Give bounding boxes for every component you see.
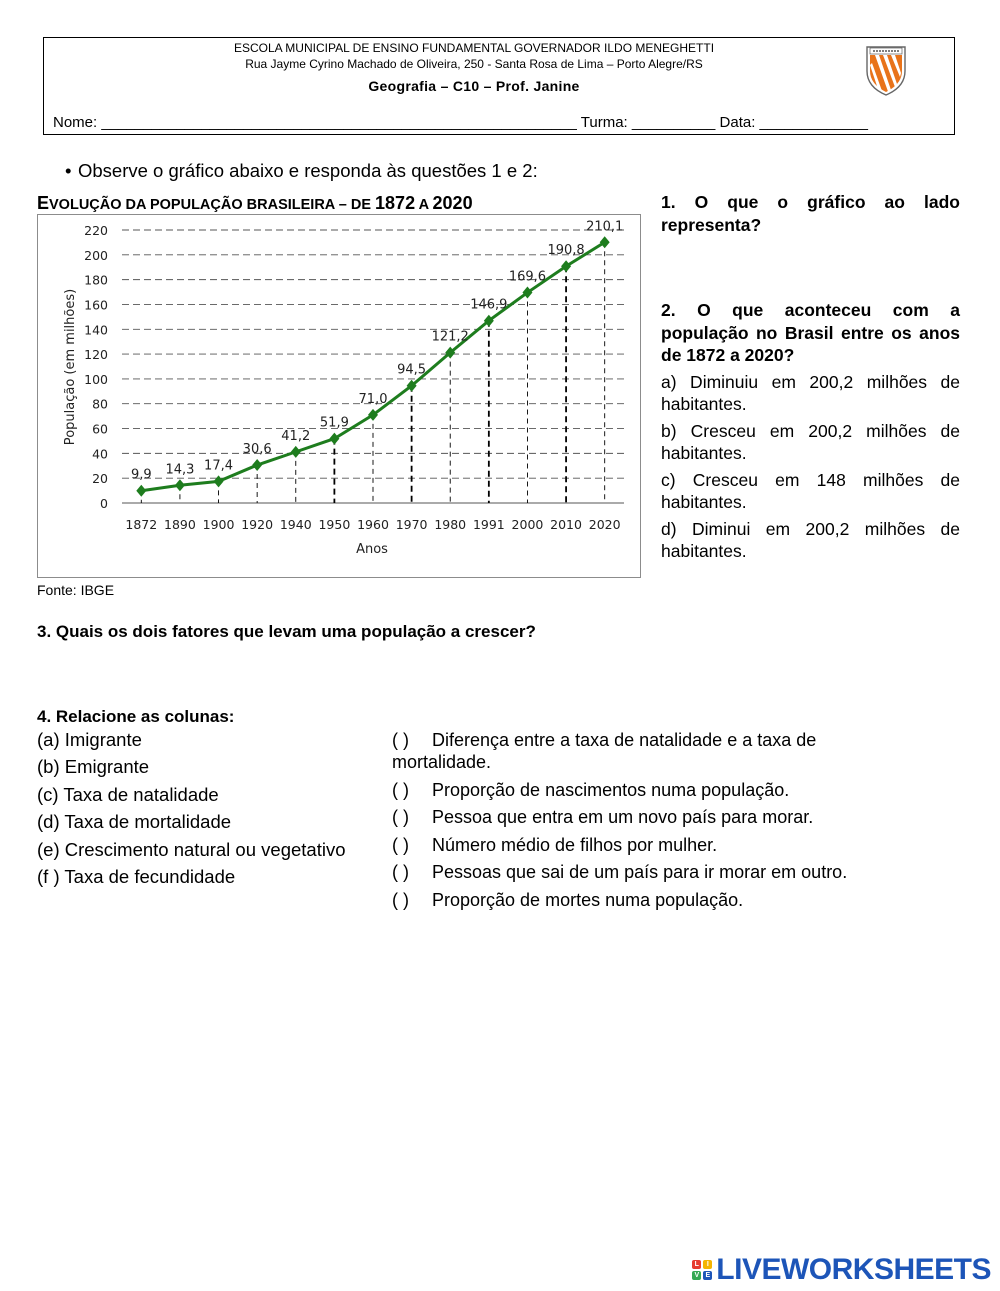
match-definition-row: ( ) Pessoa que entra em um novo país para morar. [392, 807, 814, 827]
name-field[interactable]: _________________________________________________________ [101, 114, 577, 131]
x-tick-label: 1900 [202, 517, 235, 532]
x-tick-label: 1970 [395, 517, 428, 532]
bullet-icon: • [65, 160, 72, 181]
school-name: ESCOLA MUNICIPAL DE ENSINO FUNDAMENTAL GOVERNADOR ILDO MENEGHETTI [233, 41, 715, 55]
x-tick-label: 2000 [511, 517, 544, 532]
instruction-text: Observe o gráfico abaixo e responda às questões 1 e 2: [78, 160, 538, 181]
name-label: Nome: [53, 114, 98, 131]
question-1: 1. O que o gráfico ao lado representa? [661, 192, 960, 235]
liveworksheets-brand: LIVEWORKSHEETS [716, 1253, 991, 1286]
question-2-option-a[interactable]: a) Diminuiu em 200,2 milhões de habitantes. [661, 371, 960, 414]
data-label: 51,9 [319, 415, 349, 431]
subject-title: Geografia – C10 – Prof. Janine [368, 78, 580, 94]
questions-right-column [661, 191, 960, 563]
header-box [43, 37, 955, 135]
data-label: 210,1 [586, 219, 624, 235]
data-point [252, 459, 262, 471]
student-info-line [53, 114, 868, 131]
question-2-option-d[interactable]: d) Diminui em 200,2 milhões de habitantes. [661, 518, 960, 561]
school-crest-icon [864, 41, 908, 97]
data-label: 71,0 [358, 391, 388, 407]
match-definition-row: ( ) Proporção de mortes numa população. [392, 889, 744, 910]
y-tick-label: 80 [92, 396, 108, 412]
instruction [65, 160, 538, 182]
x-tick-label: 1920 [241, 517, 274, 532]
question-4-title: 4. Relacione as colunas: [37, 707, 235, 726]
data-point [291, 446, 301, 458]
match-term-b: (b) Emigrante [37, 756, 150, 778]
question-2: 2. O que aconteceu com a população no Brasil entre os anos de 1872 a 2020? [661, 300, 960, 365]
x-tick-label: 1960 [357, 517, 389, 532]
answer-blank[interactable]: ( ) [392, 730, 409, 750]
date-label: Data: [719, 114, 756, 131]
chart-title: EVOLUÇÃO DA POPULAÇÃO BRASILEIRA – DE 1872 A 2020 [37, 193, 473, 213]
x-tick-label: 1950 [318, 517, 351, 532]
y-tick-label: 60 [92, 421, 108, 437]
chart-source: Fonte: IBGE [37, 582, 115, 598]
data-label: 9,9 [130, 467, 152, 483]
class-label: Turma: [580, 114, 628, 131]
chart-canvas [38, 215, 642, 579]
data-label: 190,8 [547, 243, 585, 259]
y-tick-label: 140 [84, 322, 108, 338]
match-definition-row: ( ) Número médio de filhos por mulher. [392, 834, 718, 855]
data-point [329, 433, 339, 445]
answer-blank[interactable]: ( ) [392, 807, 409, 827]
data-point [600, 236, 610, 248]
y-tick-label: 0 [100, 496, 108, 511]
y-tick-label: 40 [92, 446, 108, 462]
data-label: 30,6 [242, 442, 272, 458]
population-chart [37, 214, 641, 578]
x-tick-label: 1890 [164, 517, 196, 532]
match-term-c: (c) Taxa de natalidade [37, 783, 219, 805]
y-axis-title: População (em milhões) [63, 288, 78, 446]
question-2-option-c[interactable]: c) Cresceu em 148 milhões de habitantes. [661, 469, 960, 512]
liveworksheets-icon: L I V E [692, 1260, 712, 1280]
match-definition-row: ( ) Proporção de nascimentos numa população. [392, 779, 790, 800]
liveworksheets-logo[interactable] [692, 1252, 991, 1288]
match-term-e: (e) Crescimento natural ou vegetativo [37, 838, 346, 860]
x-tick-label: 1940 [279, 517, 312, 532]
y-tick-label: 200 [84, 247, 108, 263]
data-point [136, 485, 146, 497]
data-label: 41,2 [281, 428, 311, 444]
data-point [561, 260, 571, 272]
answer-blank[interactable]: ( ) [392, 779, 409, 800]
match-term-a: (a) Imigrante [37, 729, 142, 750]
school-address: Rua Jayme Cyrino Machado de Oliveira, 250 - Santa Rosa de Lima – Porto Alegre/RS [245, 57, 703, 71]
date-field[interactable]: _____________ [759, 114, 868, 131]
data-label: 121,2 [431, 329, 469, 345]
data-label: 169,6 [508, 269, 547, 285]
match-term-f: (f ) Taxa de fecundidade [37, 865, 236, 887]
data-label: 17,4 [204, 458, 234, 474]
y-tick-label: 100 [84, 371, 108, 387]
match-term-d: (d) Taxa de mortalidade [37, 811, 232, 833]
data-label: 146,9 [470, 297, 508, 313]
y-tick-label: 220 [84, 223, 108, 238]
x-tick-label: 1980 [434, 517, 467, 532]
data-label: 94,5 [397, 362, 427, 378]
x-tick-label: 1872 [125, 517, 158, 532]
answer-blank[interactable]: ( ) [392, 862, 409, 882]
match-definition-row: ( ) Diferença entre a taxa de natalidade e a taxa de mortalidade. [392, 730, 817, 772]
y-tick-label: 120 [84, 347, 108, 363]
answer-blank[interactable]: ( ) [392, 889, 409, 910]
question-2-option-b[interactable]: b) Cresceu em 200,2 milhões de habitantes. [661, 420, 960, 463]
match-left-column [37, 729, 345, 893]
data-label: 14,3 [165, 462, 195, 478]
class-field[interactable]: __________ [631, 114, 716, 131]
match-definition-row: ( ) Pessoas que sai de um país para ir morar em outro. [392, 862, 848, 882]
data-point [175, 479, 185, 491]
x-tick-label: 2010 [550, 517, 582, 532]
data-point [214, 475, 224, 487]
match-right-column [392, 729, 912, 916]
question-3: 3. Quais os dois fatores que levam uma população a crescer? [37, 622, 536, 641]
x-tick-label: 1991 [472, 517, 505, 532]
x-axis-title: Anos [356, 542, 388, 557]
y-tick-label: 20 [92, 471, 108, 487]
y-tick-label: 180 [84, 272, 108, 288]
answer-blank[interactable]: ( ) [392, 834, 409, 855]
x-tick-label: 2020 [588, 517, 621, 532]
y-tick-label: 160 [84, 297, 108, 313]
